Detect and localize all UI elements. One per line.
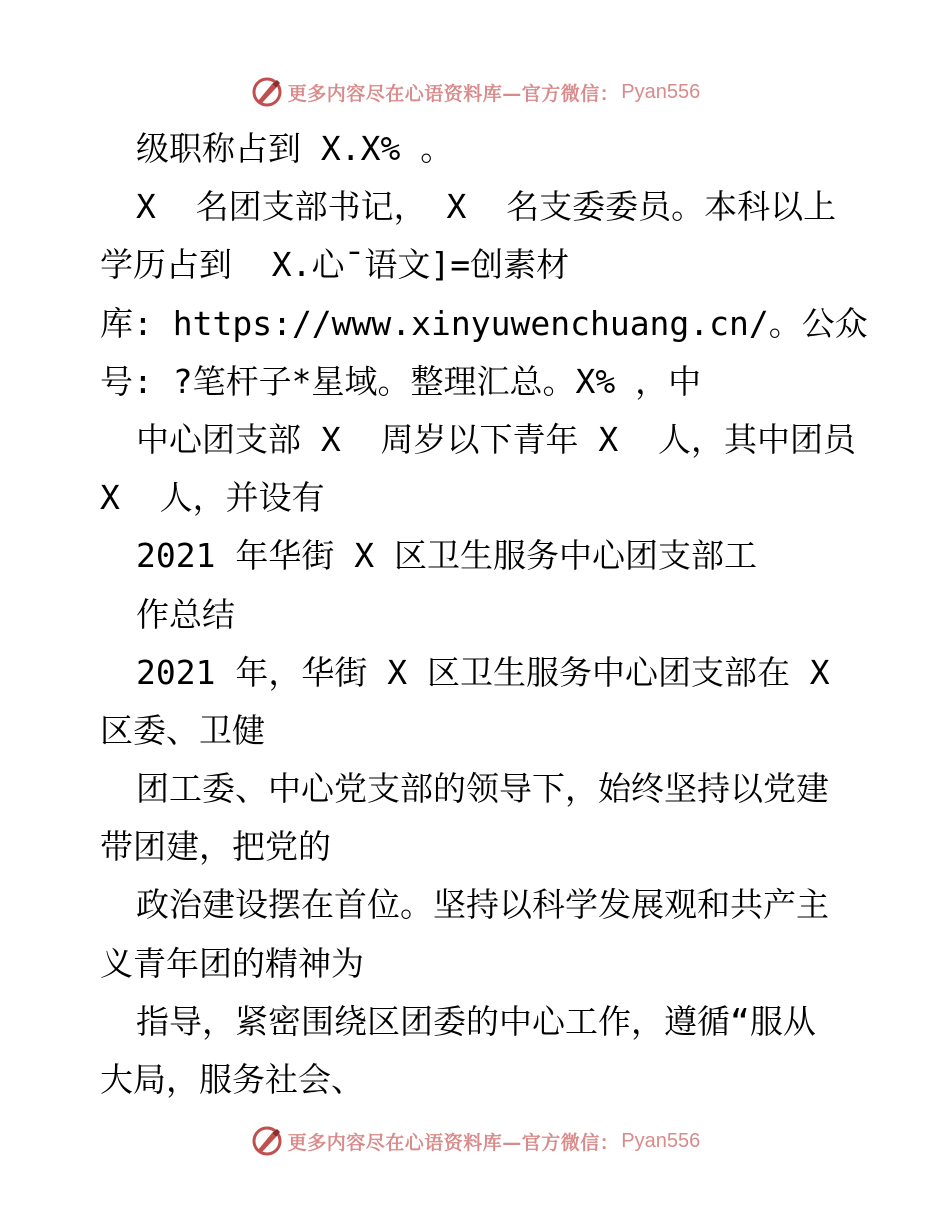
text-line: 指导，紧密围绕区团委的中心工作，遵循“服从 [136,1001,816,1041]
pen-logo-icon [250,75,284,109]
text-line: 政治建设摆在首位。坚持以科学发展观和共产主 [136,885,829,925]
text-line: 2021 年，华街 X 区卫生服务中心团支部在 X [136,652,830,692]
header-banner [0,72,950,112]
footer-banner [0,1121,950,1161]
text-line: 学历占到 X.心¯语文]=创素材 [100,245,570,285]
text-line: 号: ?笔杆子*星域。整理汇总。X% ，中 [100,361,702,401]
footer-tagline: 更多内容尽在心语资料库—官方微信： [287,1131,620,1154]
text-line: 2021 年华街 X 区卫生服务中心团支部工 [136,536,757,576]
text-line: X 人，并设有 [100,478,325,518]
footer-wechat-id: Pyan556 [621,1129,701,1152]
text-line: 级职称占到 X.X% 。 [136,129,454,168]
body-text [100,120,868,1109]
text-line: 义青年团的精神为 [100,943,364,983]
text-line: 大局，服务社会、 [100,1060,364,1099]
text-line: 中心团支部 X 周岁以下青年 X 人，其中团员 [136,419,856,459]
text-line: 区委、卫健 [100,710,265,750]
text-line: 库: https://www.xinyuwenchuang.cn/。公众 [100,303,868,343]
text-line: X 名团支部书记， X 名支委委员。本科以上 [136,187,837,227]
pen-logo-icon [250,1124,284,1158]
header-wechat-id: Pyan556 [621,80,701,103]
text-line: 团工委、中心党支部的领导下，始终坚持以党建 [136,769,829,809]
text-line: 带团建，把党的 [100,827,331,867]
text-line: 作总结 [136,594,235,634]
header-tagline: 更多内容尽在心语资料库—官方微信： [287,82,620,105]
